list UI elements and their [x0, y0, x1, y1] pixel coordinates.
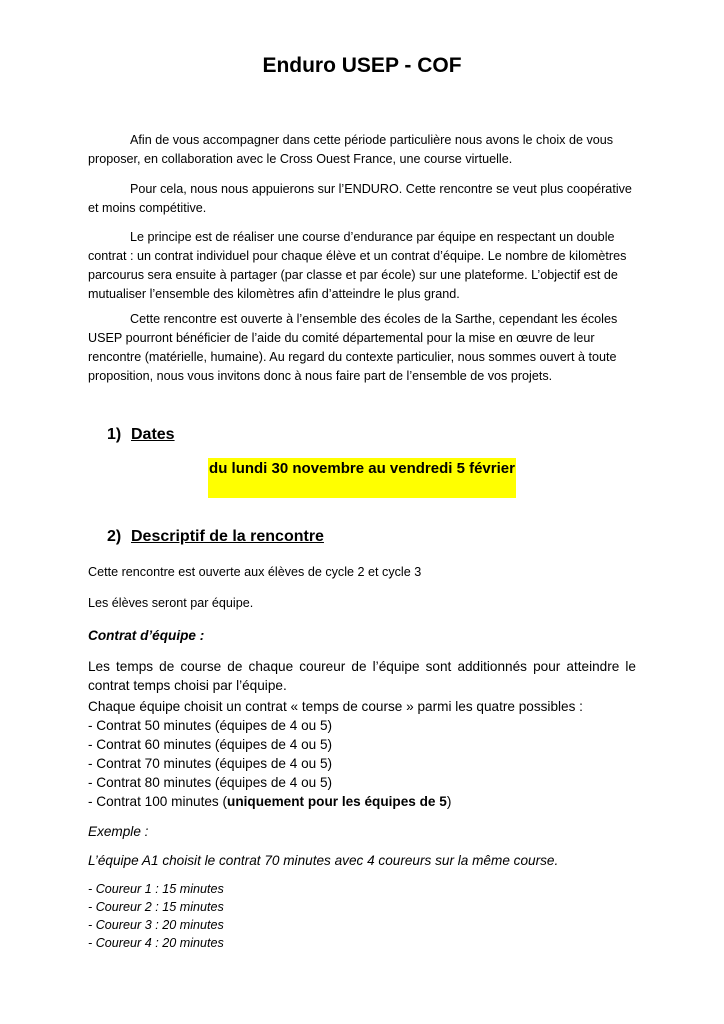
intro-paragraph-3: Le principe est de réaliser une course d’endurance par équipe en respectant un double contrat : un contrat individuel pour chaque élève et un contrat d’équipe. Le nombre de kilomètres parcourus sera ensuite à partager (par classe et par école) sur une plateforme. L’objectif est de mutualiser l’ensemble des kilomètres afin d’atteindre le plus grand.: [88, 230, 627, 301]
contract-item: - Contrat 80 minutes (équipes de 4 ou 5): [88, 775, 333, 790]
contract-item-100: - Contrat 100 minutes (uniquement pour les équipes de 5): [88, 794, 452, 809]
contract-item: - Contrat 60 minutes (équipes de 4 ou 5): [88, 737, 333, 752]
example-heading: Exemple :: [88, 824, 149, 839]
intro-paragraph-2: Pour cela, nous nous appuierons sur l’ENDURO. Cette rencontre se veut plus coopérative et moins compétitive.: [88, 182, 632, 215]
runner-item: - Coureur 1 : 15 minutes: [88, 882, 224, 896]
intro-paragraph-1: Afin de vous accompagner dans cette période particulière nous avons le choix de vous proposer, en collaboration avec le Cross Ouest France, une course virtuelle.: [88, 133, 614, 166]
team-line: Les élèves seront par équipe.: [88, 596, 254, 610]
intro-paragraph-4: Cette rencontre est ouverte à l’ensemble des écoles de la Sarthe, cependant les écoles USEP pourront bénéficier de l’aide du comité départemental pour la mise en œuvre de leur rencontre (matérielle, humaine). Au regard du contexte particulier, nous sommes ouvert à toute proposition, nous vous invitons donc à nous faire part de l’ensemble de vos projets.: [88, 312, 618, 383]
document-title: Enduro USEP - COF: [262, 54, 462, 77]
example-sentence: L’équipe A1 choisit le contrat 70 minutes avec 4 coureurs sur la même course.: [88, 853, 559, 868]
contract-item: - Contrat 50 minutes (équipes de 4 ou 5): [88, 718, 333, 733]
dates-highlight-text: du lundi 30 novembre au vendredi 5 février: [209, 460, 515, 477]
cycles-line: Cette rencontre est ouverte aux élèves de cycle 2 et cycle 3: [88, 565, 422, 579]
runner-item: - Coureur 2 : 15 minutes: [88, 900, 224, 914]
contract-heading: Contrat d’équipe :: [88, 628, 205, 643]
contract-item: - Contrat 70 minutes (équipes de 4 ou 5): [88, 756, 333, 771]
runner-item: - Coureur 4 : 20 minutes: [88, 936, 224, 950]
runner-item: - Coureur 3 : 20 minutes: [88, 918, 224, 932]
section-heading-dates: 1) Dates: [107, 426, 175, 443]
contract-paragraph: Les temps de course de chaque coureur de l’équipe sont additionnés pour atteindre le contrat temps choisi par l’équipe.: [88, 659, 636, 693]
choice-line: Chaque équipe choisit un contrat « temps de course » parmi les quatre possibles :: [88, 699, 583, 714]
section-heading-descriptif: 2) Descriptif de la rencontre: [107, 528, 324, 545]
